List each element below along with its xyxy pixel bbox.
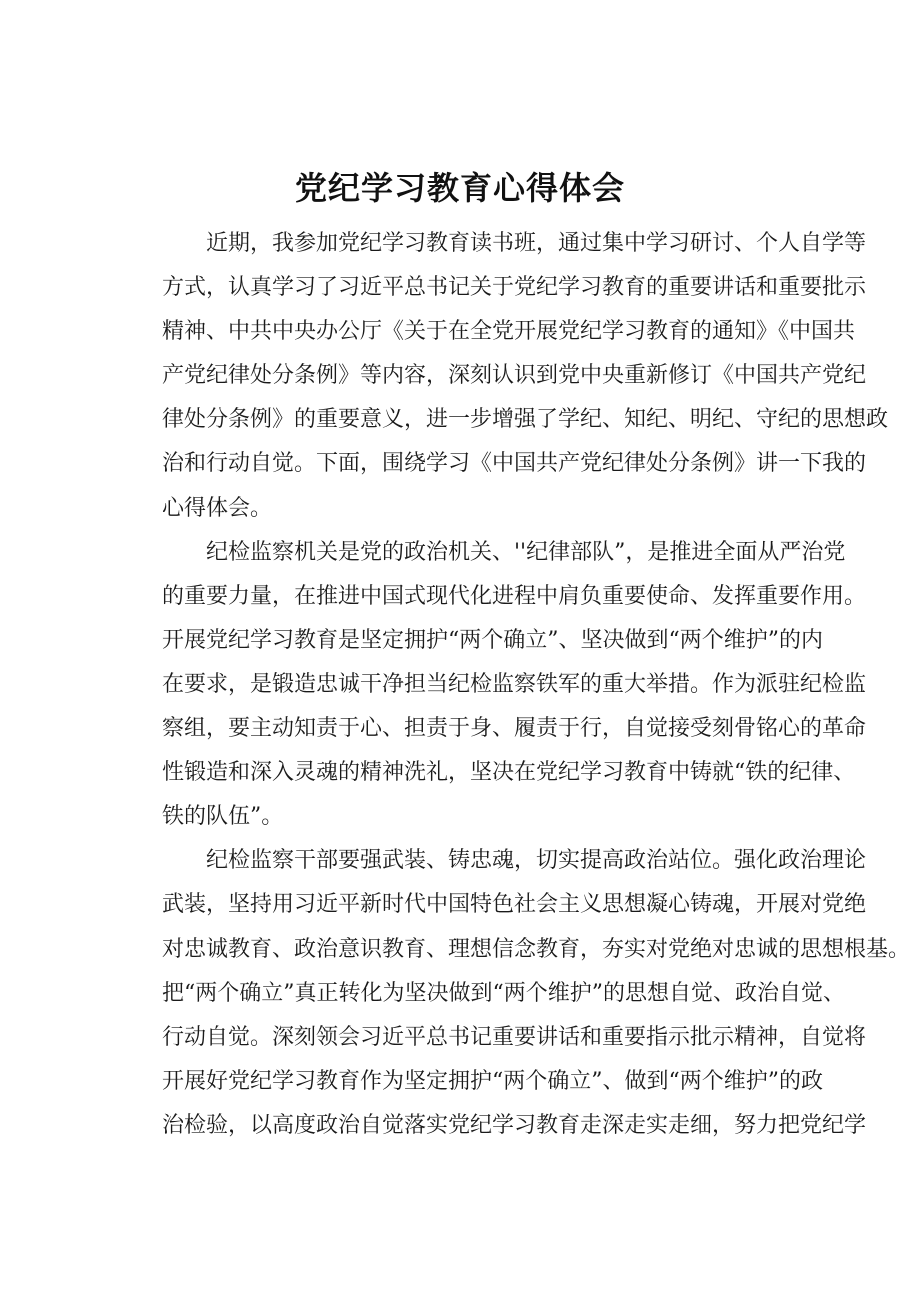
paragraph-3: [118, 839, 911, 1148]
paragraph-line: 开展党纪学习教育是坚定拥护“两个确立”、坚决做到“两个维护”的内: [162, 627, 823, 653]
paragraph-line: 对忠诚教育、政治意识教育、理想信念教育，夯实对党绝对忠诚的思想根基。: [162, 936, 911, 962]
paragraph-line: 律处分条例》的重要意义，进一步增强了学纪、知纪、明纪、守纪的思想政: [162, 407, 889, 433]
paragraph-line: 行动自觉。深刻领会习近平总书记重要讲话和重要指示批示精神，自觉将: [162, 1024, 867, 1050]
paragraph-line: 把“两个确立”真正转化为坚决做到“两个维护”的思想自觉、政治自觉、: [162, 980, 845, 1006]
paragraph-line: 的重要力量，在推进中国式现代化进程中肩负重要使命、发挥重要作用。: [162, 583, 867, 609]
paragraph-line: 产党纪律处分条例》等内容，深刻认识到党中央重新修订《中国共产党纪: [162, 363, 867, 389]
paragraph-line: 方式，认真学习了习近平总书记关于党纪学习教育的重要讲话和重要批示: [162, 275, 867, 301]
paragraph-line: 纪检监察干部要强武装、铸忠魂，切实提高政治站位。强化政治理论: [206, 848, 867, 874]
document-title: 党纪学习教育心得体会: [294, 169, 625, 207]
paragraph-line: 铁的队伍”。: [162, 804, 284, 830]
paragraph-line: 察组，要主动知责于心、担责于身、履责于行，自觉接受刻骨铭心的革命: [162, 716, 867, 742]
paragraph-line: 精神、中共中央办公厅《关于在全党开展党纪学习教育的通知》《中国共: [162, 319, 856, 345]
paragraph-line: 治检验，以高度政治自觉落实党纪学习教育走深走实走细，努力把党纪学: [162, 1112, 867, 1138]
paragraph-line: 武装，坚持用习近平新时代中国特色社会主义思想凝心铸魂，开展对党绝: [162, 892, 867, 918]
paragraph-line: 心得体会。: [162, 495, 273, 521]
paragraph-line: 近期，我参加党纪学习教育读书班，通过集中学习研讨、个人自学等: [206, 231, 867, 256]
paragraph-line: 性锻造和深入灵魂的精神洗礼，坚决在党纪学习教育中铸就“铁的纪律、: [162, 760, 856, 786]
paragraph-line: 开展好党纪学习教育作为坚定拥护“两个确立”、做到“两个维护”的政: [162, 1068, 823, 1094]
document-body: [118, 222, 911, 1148]
paragraph-line: 治和行动自觉。下面，围绕学习《中国共产党纪律处分条例》讲一下我的: [162, 451, 867, 477]
paragraph-2: [118, 531, 867, 840]
paragraph-line: 纪检监察机关是党的政治机关、''纪律部队”，是推进全面从严治党: [206, 539, 846, 565]
paragraph-line: 在要求，是锻造忠诚干净担当纪检监察铁军的重大举措。作为派驻纪检监: [162, 671, 867, 697]
paragraph-1: [118, 222, 889, 531]
